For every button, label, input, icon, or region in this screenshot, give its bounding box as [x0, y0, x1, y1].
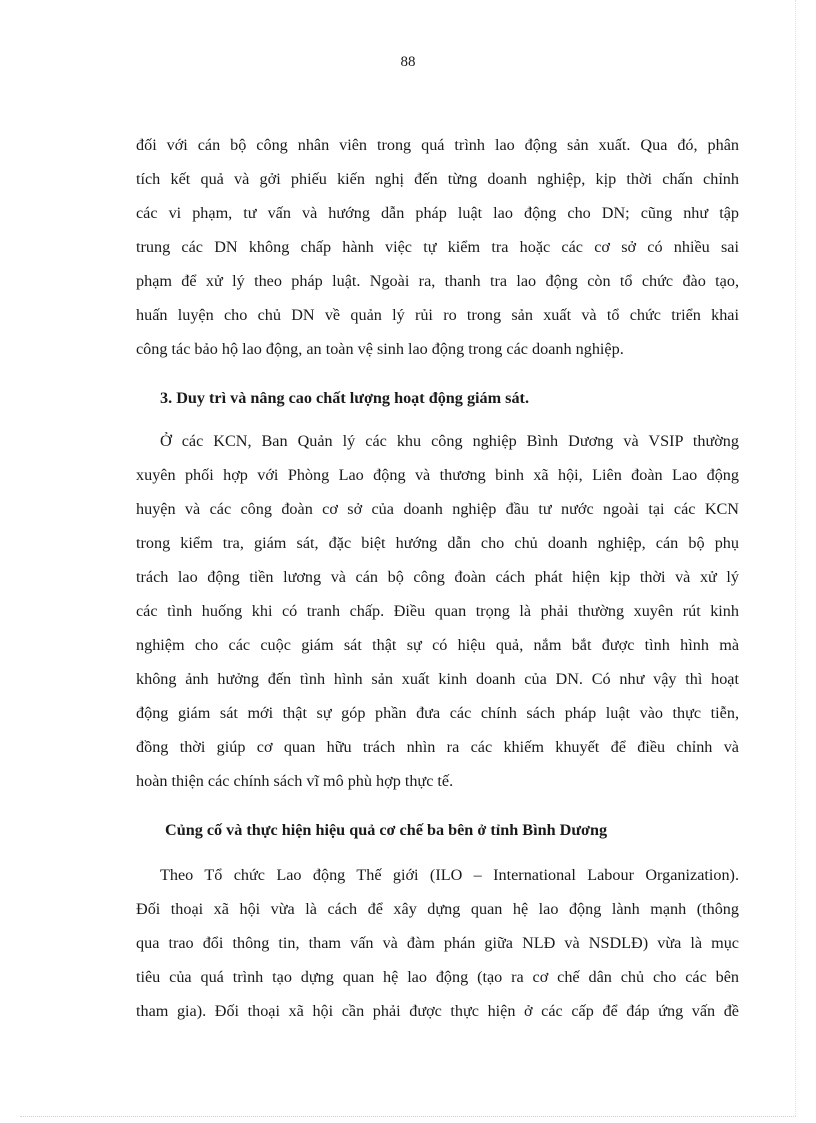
paragraph-2-line: Ở các KCN, Ban Quản lý các khu công nghiệp Bình Dương và VSIP thường: [160, 432, 739, 450]
paragraph-1-line: tích kết quả và gởi phiếu kiến nghị đến từng doanh nghiệp, kịp thời chấn chỉnh: [136, 170, 739, 188]
paragraph-1-line: công tác bảo hộ lao động, an toàn vệ sinh lao động trong các doanh nghiệp.: [136, 340, 624, 358]
paragraph-3-line: Đối thoại xã hội vừa là cách để xây dựng quan hệ lao động lành mạnh (thông: [136, 900, 739, 918]
paragraph-2-line: động giám sát mới thật sự góp phần đưa các chính sách pháp luật vào thực tiễn,: [136, 704, 739, 722]
paragraph-3-line: Theo Tổ chức Lao động Thế giới (ILO – International Labour Organization).: [160, 866, 739, 884]
paragraph-1-line: đối với cán bộ công nhân viên trong quá trình lao động sản xuất. Qua đó, phân: [136, 136, 739, 154]
paragraph-3-line: tiêu của quá trình tạo dựng quan hệ lao động (tạo ra cơ chế dân chủ cho các bên: [136, 968, 739, 986]
section-heading-tripartite: Củng cố và thực hiện hiệu quả cơ chế ba bên ở tỉnh Bình Dương: [165, 821, 608, 839]
paragraph-2-line: xuyên phối hợp với Phòng Lao động và thương binh xã hội, Liên đoàn Lao động: [136, 466, 739, 484]
section-heading-3: 3. Duy trì và nâng cao chất lượng hoạt động giám sát.: [160, 389, 529, 407]
paragraph-2-line: huyện và các công đoàn cơ sở của doanh nghiệp đầu tư nước ngoài tại các KCN: [136, 500, 739, 518]
page-edge-right: [795, 0, 796, 1116]
paragraph-2-line: nghiệm cho các cuộc giám sát thật sự có hiệu quả, nắm bắt được tình hình mà: [136, 636, 739, 654]
paragraph-2-line: hoàn thiện các chính sách vĩ mô phù hợp thực tế.: [136, 772, 454, 790]
paragraph-3-line: tham gia). Đối thoại xã hội cần phải được thực hiện ở các cấp để đáp ứng vấn đề: [136, 1002, 739, 1020]
paragraph-1-line: phạm để xử lý theo pháp luật. Ngoài ra, thanh tra lao động còn tổ chức đào tạo,: [136, 272, 739, 290]
page-edge-bottom: [20, 1116, 796, 1117]
paragraph-2-line: trong kiểm tra, giám sát, đặc biệt hướng dẫn cho chủ doanh nghiệp, cán bộ phụ: [136, 534, 739, 552]
paragraph-2-line: không ảnh hưởng đến tình hình sản xuất kinh doanh của DN. Có như vậy thì hoạt: [136, 670, 739, 688]
paragraph-2-line: trách lao động tiền lương và cán bộ công đoàn cách phát hiện kịp thời và xử lý: [136, 568, 739, 586]
paragraph-3-line: qua trao đổi thông tin, tham vấn và đàm phán giữa NLĐ và NSDLĐ) vừa là mục: [136, 934, 739, 952]
paragraph-2-line: đồng thời giúp cơ quan hữu trách nhìn ra các khiếm khuyết để điều chỉnh và: [136, 738, 739, 756]
paragraph-1-line: các vi phạm, tư vấn và hướng dẫn pháp luật lao động cho DN; cũng như tập: [136, 204, 739, 222]
paragraph-1-line: huấn luyện cho chủ DN về quản lý rủi ro trong sản xuất và tổ chức triển khai: [136, 306, 739, 324]
paragraph-1-line: trung các DN không chấp hành việc tự kiểm tra hoặc các cơ sở có nhiều sai: [136, 238, 739, 256]
page-number: 88: [400, 54, 416, 70]
paragraph-2-line: các tình huống khi có tranh chấp. Điều quan trọng là phải thường xuyên rút kinh: [136, 602, 739, 620]
